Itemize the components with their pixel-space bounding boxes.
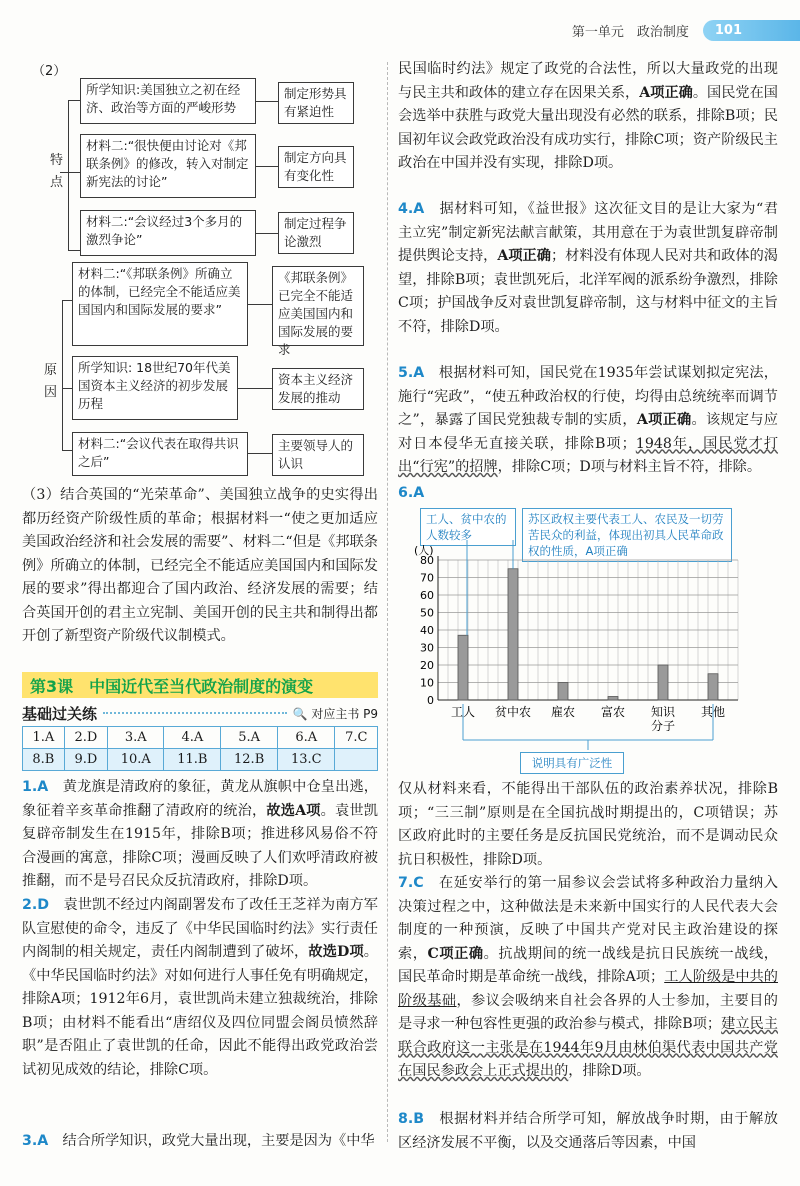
cause-evidence-2: 所学知识: 18世纪70年代美国资本主义经济的初步发展历程 xyxy=(72,356,238,420)
y-tick-label: 80 xyxy=(420,554,434,567)
x-tick-label: 其他 xyxy=(700,705,726,719)
answer-cell: 4.A xyxy=(164,727,221,749)
explanation-q1: 1.A 黄龙旗是清政府的象征，黄龙从旗帜中仓皇出逃，象征着辛亥革命推翻了清政府的统治，故选A项。袁世凯复辟帝制发生在1915年，排除B项；推进移风易俗不符合漫画的寓意，排除C项；漫画反映了人们欢呼清政府被推翻，而不是号召民众反抗清政府，排除D项。 xyxy=(22,779,378,889)
bar xyxy=(708,674,718,700)
answer-cell xyxy=(335,749,378,771)
cause-evidence-1: 材料二:“《邦联条例》所确立的体制，已经完全不能适应美国国内和国际发展的要求” xyxy=(72,262,248,346)
explanation-q5: 5.A 根据材料可知，国民党在1935年尝试谋划拟定宪法，施行“宪政”，“使五种政治权的行使，均得由总统统率而调节之”，暴露了国民党独裁专制的实质，A项正确。该规定与应对日本侵华无直接关联，排除B项；1948年，国民党才打出“行宪”的招牌，排除C项；D项与材料主旨不符，排除。 xyxy=(398,365,779,475)
cause-conclusion-3: 主要领导人的认识 xyxy=(272,434,364,476)
lesson-title: 第3课 中国近代至当代政治制度的演变 xyxy=(30,676,314,696)
answer-cell: 5.A xyxy=(221,727,278,749)
answer-cell: 7.C xyxy=(335,727,378,749)
column-divider xyxy=(387,62,388,1142)
explanation-q6: 仅从材料来看，不能得出干部队伍的政治素养状况，排除B项；“三三制”原则是在全国抗战时期提出的，C项错误；苏区政府此时的主要任务是反抗国民党统治，而不是调动民众抗日积极性，排除D项。 xyxy=(398,781,778,868)
y-tick-label: 70 xyxy=(420,571,434,585)
chart-annotation-1: 工人、贫中农的人数较多 xyxy=(420,508,516,546)
explanation-q6-num: 6.A xyxy=(398,485,425,501)
bar xyxy=(508,569,518,700)
x-tick-label: 雇农 xyxy=(550,705,576,719)
bar xyxy=(458,635,468,700)
answer-cell: 12.B xyxy=(221,749,278,771)
group-label-causes: 原 因 xyxy=(44,363,58,400)
answer-cell: 9.D xyxy=(64,749,107,771)
explanation-q8: 8.B 根据材料并结合所学可知，解放战争时期，由于解放区经济发展不平衡，以及交通落后等因素，中国 xyxy=(398,1111,778,1151)
feature-conclusion-3: 制定过程争论激烈 xyxy=(278,212,354,254)
cause-conclusion-1: 《邦联条例》已完全不能适应美国国内和国际发展的要求 xyxy=(272,266,364,346)
y-tick-label: 40 xyxy=(420,624,434,637)
chart-annotation-2: 苏区政权主要代表工人、农民及一切劳苦民众的利益，体现出初具人民革命政权的性质，A项正确 xyxy=(522,508,732,562)
x-tick-label: 贫中农 xyxy=(494,705,532,719)
answer-cell: 3.A xyxy=(108,727,164,749)
y-tick-label: 20 xyxy=(420,659,434,672)
lesson-title-bar xyxy=(22,672,378,698)
x-tick-label: 富农 xyxy=(600,705,626,719)
y-axis-label: (人) xyxy=(414,544,434,557)
cause-conclusion-2: 资本主义经济发展的推动 xyxy=(272,368,364,410)
y-tick-label: 50 xyxy=(420,606,434,620)
x-tick-label: 分子 xyxy=(650,719,676,733)
x-tick-label: 知识 xyxy=(650,705,676,719)
explanation-q3-start: 3.A 结合所学知识，政党大量出现，主要是因为《中华 xyxy=(22,1133,375,1149)
answer-cell: 11.B xyxy=(164,749,221,771)
feature-evidence-3: 材料二:“会议经过3个多月的激烈争论” xyxy=(80,210,256,256)
group-label-features: 特 点 xyxy=(50,153,64,190)
bar-chart xyxy=(410,540,770,750)
feature-conclusion-1: 制定形势具有紧迫性 xyxy=(278,82,354,124)
y-tick-label: 10 xyxy=(420,676,434,690)
unit-title: 第一单元 政治制度 xyxy=(571,24,689,40)
section-title: 基础过关练 xyxy=(22,704,98,723)
answer-cell: 8.B xyxy=(23,749,65,771)
y-tick-label: 60 xyxy=(420,589,434,602)
part-label: （2） xyxy=(32,64,67,79)
answer-cell: 2.D xyxy=(64,727,107,749)
y-tick-label: 30 xyxy=(420,641,434,655)
explanation-q3-cont: 民国临时约法》规定了政党的合法性，所以大量政党的出现与民主共和政体的建立存在因果关系，A项正确。国民党在国会选举中获胜与政党大量出现没有必然的联系，排除B项；民国初年议会政党政治没有成功实行，排除C项；资产阶级民主政治在中国并没有实现，排除D项。 xyxy=(398,61,778,171)
x-tick-label: 工人 xyxy=(450,705,476,719)
answer-cell: 13.C xyxy=(278,749,335,771)
chart-annotation-3: 说明具有广泛性 xyxy=(520,752,624,774)
answer-cell: 10.A xyxy=(108,749,164,771)
bar xyxy=(608,697,618,701)
explanation-q7: 7.C 在延安举行的第一届参议会尝试将多种政治力量纳入决策过程之中，这种做法是未来新中国实行的人民代表大会制度的一种预演，反映了中国共产党对民主政治建设的探索，C项正确。抗战期间的统一战线是抗日民族统一战线，国民革命时期是革命统一战线，排除A项；工人阶级是中共的阶级基础，参议会吸纳来自社会各界的人士参加，主要目的是寻求一种包容性更强的政治参与模式，排除B项；建立民主联合政府这一主张是在1944年9月由林伯渠代表中国共产党在国民参政会上正式提出的，排除D项。 xyxy=(398,875,778,1079)
feature-evidence-2: 材料二:“很快便由讨论对《邦联条例》的修改，转入对制定新宪法的讨论” xyxy=(80,134,256,198)
page-number: 101 xyxy=(703,20,800,41)
section-ref: 🔍 对应主书 P9 xyxy=(292,706,378,721)
feature-evidence-1: 所学知识:美国独立之初在经济、政治等方面的严峻形势 xyxy=(80,78,256,124)
page-header xyxy=(572,18,800,42)
answer-part-3: （3）结合英国的“光荣革命”、美国独立战争的史实得出都历经资产阶级性质的革命；根据材料一“使之更加适应美国政治经济和社会发展的需要”、材料二“但是《邦联条例》所确立的体制，已经完全不能适应美国国内和国际发展的要求”得出都迎合了国内政治、经济发展的需要；结合英国开创的君主立宪制、美国开创的民主共和制得出都开创了新型资产阶级代议制模式。 xyxy=(22,487,378,644)
feature-conclusion-2: 制定方向具有变化性 xyxy=(278,146,354,188)
explanation-q2: 2.D 袁世凯不经过内阁副署发布了改任王芝祥为南方军队宣慰使的命令，违反了《中华民国临时约法》实行责任内阁制的相关规定，责任内阁制遭到了破坏，故选D项。《中华民国临时约法》对如何进行人事任免有明确规定，排除A项；1912年6月，袁世凯尚未建立独裁统治，排除B项；由材料不能看出“唐绍仪及四位同盟会阁员愤然辞职”是否阻止了袁世凯的任命，因此不能得出政党政治尝试初见成效的结论，排除C项。 xyxy=(22,897,378,1078)
y-tick-label: 0 xyxy=(427,694,434,707)
answer-table xyxy=(22,726,378,771)
bar xyxy=(558,683,568,701)
explanation-q4: 4.A 据材料可知，《益世报》这次征文目的是让大家为“君主立宪”制定新宪法献言献策，其用意在于为袁世凯复辟帝制提供舆论支持，A项正确；材料没有体现人民对共和政体的渴望，排除B项；袁世凯死后，北洋军阀的派系纷争激烈，排除C项；护国战争反对袁世凯复辟帝制，这与材料中征文的主旨不符，排除D项。 xyxy=(398,201,778,335)
answer-cell: 1.A xyxy=(23,727,65,749)
cause-evidence-3: 材料二:“会议代表在取得共识之后” xyxy=(72,432,248,476)
section-header xyxy=(22,702,378,724)
bar xyxy=(658,665,668,700)
answer-cell: 6.A xyxy=(278,727,335,749)
